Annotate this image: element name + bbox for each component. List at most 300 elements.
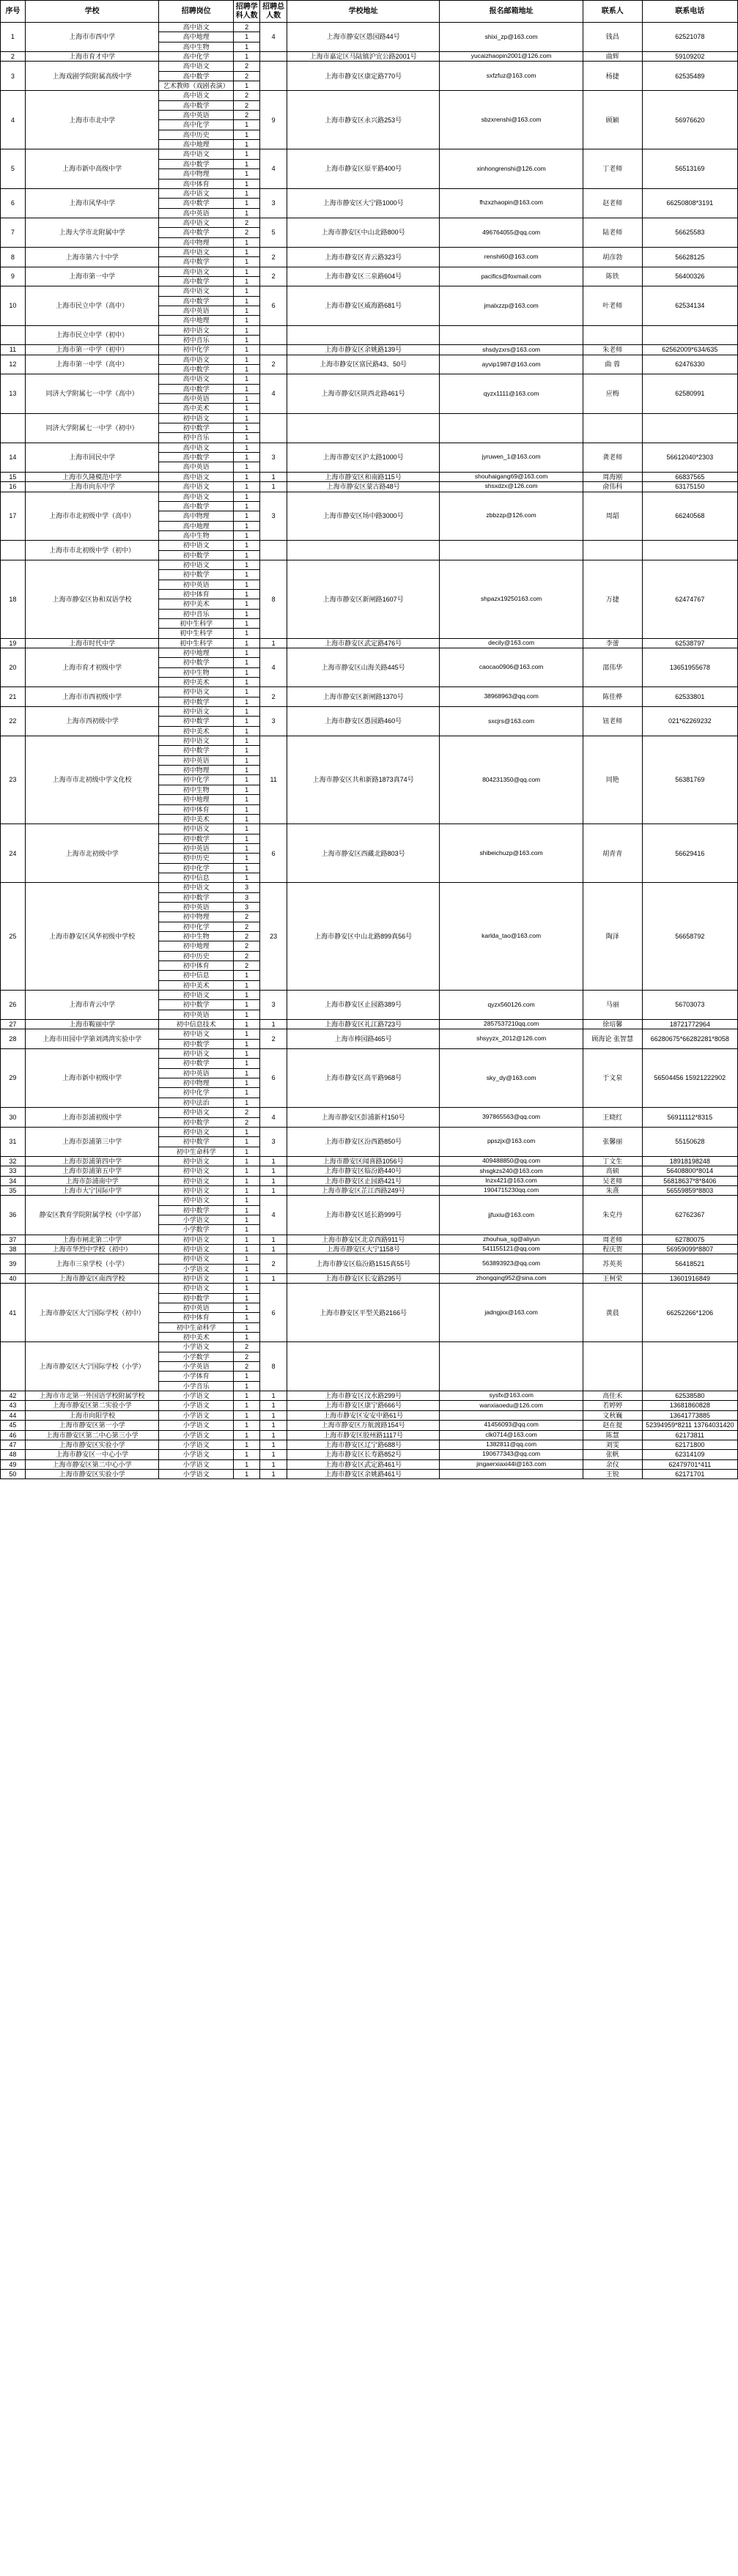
header-subject-count: 招聘学科人数 (233, 1, 259, 23)
header-post: 招聘岗位 (159, 1, 234, 23)
cell-no: 48 (1, 1450, 26, 1459)
cell-school: 上海市时代中学 (25, 638, 158, 648)
cell-phone: 56612040*2303 (642, 443, 737, 472)
cell-subject-count: 1 (233, 492, 259, 501)
cell-no: 23 (1, 736, 26, 824)
cell-phone: 56976620 (642, 91, 737, 149)
cell-post: 初中语文 (159, 413, 234, 423)
cell-contact: 吴老师 (583, 1176, 642, 1185)
cell-post: 高中语文 (159, 443, 234, 452)
table-row (1, 1274, 738, 1284)
cell-post: 高中数学 (159, 100, 234, 110)
cell-subject-count: 1 (233, 834, 259, 843)
cell-contact: 赵在提 (583, 1421, 642, 1430)
cell-email: xinhongrenshi@126.com (440, 149, 583, 188)
cell-post: 初中英语 (159, 843, 234, 853)
cell-subject-count: 1 (233, 804, 259, 814)
cell-school: 上海市第一中学（高中） (25, 355, 158, 374)
cell-email: ppszjx@163.com (440, 1127, 583, 1156)
cell-subject-count: 1 (233, 325, 259, 335)
cell-contact: 赵老师 (583, 188, 642, 218)
cell-email: 1382811@qq.com (440, 1440, 583, 1449)
cell-no: 37 (1, 1235, 26, 1244)
cell-post: 高中语文 (159, 218, 234, 227)
cell-address: 上海市静安区山海关路445号 (287, 648, 439, 687)
cell-post: 初中语文 (159, 325, 234, 335)
cell-post: 初中英语 (159, 580, 234, 589)
cell-no: 13 (1, 374, 26, 413)
cell-email: decily@163.com (440, 638, 583, 648)
cell-post: 初中体育 (159, 1313, 234, 1322)
cell-school: 上海市田园中学第刘鸿湾实验中学 (25, 1029, 158, 1049)
cell-post: 初中音乐 (159, 433, 234, 443)
cell-no: 8 (1, 247, 26, 267)
cell-subject-count: 1 (233, 1333, 259, 1342)
cell-contact: 陈慧 (583, 1430, 642, 1440)
cell-school: 上海市风华中学 (25, 188, 158, 218)
cell-post: 高中语文 (159, 149, 234, 159)
cell-subject-count: 1 (233, 1391, 259, 1401)
cell-subject-count: 1 (233, 1244, 259, 1254)
cell-subject-count: 1 (233, 980, 259, 990)
cell-phone: 62535489 (642, 62, 737, 91)
table-row (1, 1284, 738, 1293)
table-row (1, 1410, 738, 1420)
cell-phone: 66240568 (642, 492, 737, 541)
table-row (1, 1196, 738, 1205)
cell-subject-count: 1 (233, 1185, 259, 1195)
cell-subject-count: 1 (233, 433, 259, 443)
cell-no (1, 325, 26, 345)
cell-subject-count: 1 (233, 863, 259, 873)
cell-contact: 文秋巍 (583, 1410, 642, 1420)
cell-post: 高中英语 (159, 462, 234, 472)
cell-subject-count: 1 (233, 1450, 259, 1459)
cell-phone: 56703073 (642, 991, 737, 1020)
cell-post: 初中化学 (159, 922, 234, 931)
cell-total-count: 1 (260, 1176, 287, 1185)
cell-no: 15 (1, 472, 26, 481)
cell-no: 2 (1, 52, 26, 62)
cell-post: 高中语文 (159, 286, 234, 296)
cell-subject-count: 1 (233, 717, 259, 726)
cell-total-count: 1 (260, 1401, 287, 1410)
cell-subject-count: 1 (233, 1322, 259, 1332)
cell-total-count (260, 541, 287, 560)
cell-contact: 顾颖 (583, 91, 642, 149)
cell-post: 初中语文 (159, 1235, 234, 1244)
cell-post: 初中英语 (159, 902, 234, 911)
cell-school: 上海市静安区实验小学 (25, 1469, 158, 1478)
cell-school: 上海市彭浦初级中学 (25, 1108, 158, 1128)
cell-post: 高中语文 (159, 188, 234, 198)
table-row (1, 1254, 738, 1264)
cell-subject-count: 1 (233, 707, 259, 717)
cell-subject-count: 1 (233, 286, 259, 296)
cell-post: 初中物理 (159, 912, 234, 922)
cell-phone: 62314109 (642, 1450, 737, 1459)
cell-school: 上海市育才初级中学 (25, 648, 158, 687)
table-row (1, 1108, 738, 1117)
cell-contact: 朱老师 (583, 345, 642, 355)
cell-no: 45 (1, 1421, 26, 1430)
cell-total-count: 1 (260, 1430, 287, 1440)
cell-subject-count: 1 (233, 413, 259, 423)
cell-email: jadngjxx@163.com (440, 1284, 583, 1342)
cell-phone: 62762367 (642, 1196, 737, 1235)
cell-post: 初中历史 (159, 854, 234, 863)
cell-school: 上海市静安区一中心小学 (25, 1450, 158, 1459)
cell-subject-count: 1 (233, 1313, 259, 1322)
cell-post: 初中体育 (159, 961, 234, 971)
cell-no: 39 (1, 1254, 26, 1274)
cell-contact: 胡青青 (583, 824, 642, 883)
cell-post: 高中物理 (159, 237, 234, 247)
table-row (1, 482, 738, 492)
cell-address: 上海市静安区万航渡路154号 (287, 1421, 439, 1430)
cell-address: 上海市静安区汶水路299号 (287, 1391, 439, 1401)
cell-total-count: 4 (260, 648, 287, 687)
cell-subject-count: 1 (233, 1029, 259, 1039)
cell-post: 初中数学 (159, 746, 234, 755)
cell-subject-count: 2 (233, 931, 259, 941)
cell-school: 同济大学附属七一中学（高中） (25, 374, 158, 413)
cell-total-count: 1 (260, 1185, 287, 1195)
cell-post: 高中数学 (159, 228, 234, 237)
cell-contact: 钮老师 (583, 707, 642, 736)
cell-subject-count: 1 (233, 247, 259, 256)
cell-no: 26 (1, 991, 26, 1020)
cell-phone: 56559859*8803 (642, 1185, 737, 1195)
cell-email: shixi_zp@163.com (440, 23, 583, 52)
cell-post: 初中物理 (159, 1078, 234, 1088)
cell-subject-count: 1 (233, 1293, 259, 1303)
cell-address: 上海市静安区闻喜路1056号 (287, 1156, 439, 1166)
cell-address: 上海市静安区长寿路852号 (287, 1450, 439, 1459)
cell-subject-count: 1 (233, 306, 259, 315)
cell-post: 初中生命科学 (159, 1147, 234, 1156)
cell-post: 初中数学 (159, 717, 234, 726)
cell-address: 上海市静安区中山北路899真56号 (287, 883, 439, 991)
cell-post: 高中美术 (159, 404, 234, 413)
cell-school: 上海市静安区大宁国际学校（小学） (25, 1342, 158, 1391)
cell-subject-count: 1 (233, 1459, 259, 1469)
cell-phone: 62580991 (642, 374, 737, 413)
cell-post: 高中语文 (159, 23, 234, 32)
cell-subject-count: 2 (233, 1108, 259, 1117)
cell-phone: 56381769 (642, 736, 737, 824)
cell-school: 上海市北初级中学 (25, 824, 158, 883)
cell-post: 小学语文 (159, 1215, 234, 1224)
cell-school: 上海市第六十中学 (25, 247, 158, 267)
cell-phone: 13651955678 (642, 648, 737, 687)
cell-subject-count: 1 (233, 971, 259, 980)
table-row (1, 52, 738, 62)
table-row (1, 1185, 738, 1195)
cell-address: 上海市静安区芷江西路249号 (287, 1185, 439, 1195)
cell-email (440, 1469, 583, 1478)
cell-no: 44 (1, 1410, 26, 1420)
cell-email: 409488850@qq.com (440, 1156, 583, 1166)
cell-post: 小学音乐 (159, 1381, 234, 1391)
cell-no: 21 (1, 687, 26, 707)
cell-post: 初中语文 (159, 560, 234, 569)
cell-total-count: 3 (260, 443, 287, 472)
table-row (1, 91, 738, 100)
cell-address: 上海市静安区武定路461号 (287, 1459, 439, 1469)
cell-subject-count: 2 (233, 218, 259, 227)
cell-total-count: 6 (260, 824, 287, 883)
cell-post: 初中英语 (159, 1010, 234, 1019)
cell-post: 初中语文 (159, 1196, 234, 1205)
cell-total-count: 6 (260, 1284, 287, 1342)
cell-post: 初中数学 (159, 1205, 234, 1215)
cell-total-count: 3 (260, 492, 287, 541)
cell-subject-count: 1 (233, 1020, 259, 1029)
cell-post: 初中语文 (159, 736, 234, 746)
cell-total-count: 1 (260, 1450, 287, 1459)
cell-post: 初中物理 (159, 766, 234, 775)
cell-address: 上海市静安区威海路681号 (287, 286, 439, 325)
cell-email (440, 1342, 583, 1391)
cell-phone: 62171701 (642, 1469, 737, 1478)
cell-address: 上海市静安区愚园路44号 (287, 23, 439, 52)
cell-email (440, 541, 583, 560)
cell-post: 小学语文 (159, 1410, 234, 1420)
cell-phone: 66280675*66282281*8058 (642, 1029, 737, 1049)
cell-subject-count: 1 (233, 32, 259, 42)
cell-post: 高中地理 (159, 521, 234, 530)
cell-post: 初中英语 (159, 755, 234, 765)
cell-total-count: 4 (260, 149, 287, 188)
cell-email: shibeichuzp@163.com (440, 824, 583, 883)
cell-subject-count: 2 (233, 71, 259, 81)
cell-post: 初中数学 (159, 892, 234, 902)
cell-no: 30 (1, 1108, 26, 1128)
cell-address: 上海市静安区大宁路1000号 (287, 188, 439, 218)
cell-email: zhouhua_sg@aliyun (440, 1235, 583, 1244)
table-row (1, 23, 738, 32)
cell-contact: 丁老师 (583, 149, 642, 188)
cell-post: 高中语文 (159, 492, 234, 501)
table-row (1, 1401, 738, 1410)
table-row (1, 707, 738, 717)
cell-no: 5 (1, 149, 26, 188)
cell-school: 上海市民立中学（初中） (25, 325, 158, 345)
cell-school: 同济大学附属七一中学（初中） (25, 413, 158, 443)
cell-contact: 万捷 (583, 560, 642, 638)
cell-phone: 62479701*411 (642, 1459, 737, 1469)
cell-no: 42 (1, 1391, 26, 1401)
table-row (1, 149, 738, 159)
cell-no: 29 (1, 1049, 26, 1108)
cell-total-count: 3 (260, 188, 287, 218)
cell-no: 24 (1, 824, 26, 883)
cell-subject-count: 1 (233, 599, 259, 609)
cell-address: 上海市静安区彭浦新村150号 (287, 1108, 439, 1128)
cell-subject-count: 1 (233, 550, 259, 560)
cell-contact: 徐培馨 (583, 1020, 642, 1029)
cell-subject-count: 1 (233, 374, 259, 384)
cell-contact: 朱熹 (583, 1185, 642, 1195)
cell-subject-count: 1 (233, 1000, 259, 1010)
cell-subject-count: 1 (233, 384, 259, 393)
cell-contact: 陶泽 (583, 883, 642, 991)
cell-subject-count: 1 (233, 267, 259, 276)
cell-subject-count: 1 (233, 648, 259, 658)
table-row (1, 541, 738, 550)
table-row (1, 1469, 738, 1478)
cell-email (440, 1410, 583, 1420)
cell-email: 41456093@qq.com (440, 1421, 583, 1430)
cell-address: 上海市静安区安安中路61号 (287, 1410, 439, 1420)
cell-address: 上海市嘉定区马陆镇沪宜公路2001号 (287, 52, 439, 62)
cell-phone: 18918198248 (642, 1156, 737, 1166)
cell-address: 上海市静安区西藏北路803号 (287, 824, 439, 883)
cell-post: 初中生科学 (159, 629, 234, 638)
cell-subject-count: 1 (233, 511, 259, 521)
cell-subject-count: 1 (233, 482, 259, 492)
table-row (1, 1459, 738, 1469)
cell-phone: 62562009*634/635 (642, 345, 737, 355)
cell-post: 小学体育 (159, 1372, 234, 1381)
cell-subject-count: 1 (233, 824, 259, 834)
cell-total-count: 6 (260, 286, 287, 325)
cell-post: 初中体育 (159, 589, 234, 599)
cell-no: 34 (1, 1176, 26, 1185)
cell-address: 上海市静安区临汾路1515真55号 (287, 1254, 439, 1274)
cell-post: 初中生科学 (159, 618, 234, 628)
table-row (1, 1440, 738, 1449)
cell-total-count: 1 (260, 1020, 287, 1029)
cell-phone: 62476330 (642, 355, 737, 374)
cell-post: 小学语文 (159, 1459, 234, 1469)
cell-subject-count: 1 (233, 472, 259, 481)
table-row (1, 492, 738, 501)
cell-contact: 叶老师 (583, 286, 642, 325)
cell-no: 7 (1, 218, 26, 247)
header-address: 学校地址 (287, 1, 439, 23)
table-row (1, 687, 738, 697)
cell-subject-count: 1 (233, 199, 259, 208)
cell-post: 初中信息技术 (159, 1020, 234, 1029)
cell-no (1, 541, 26, 560)
cell-subject-count: 1 (233, 1381, 259, 1391)
cell-total-count: 1 (260, 1274, 287, 1284)
cell-no: 4 (1, 91, 26, 149)
table-row (1, 1020, 738, 1029)
cell-post: 初中化学 (159, 775, 234, 785)
cell-total-count: 1 (260, 1469, 287, 1478)
cell-school: 上海市静安区协和双语学校 (25, 560, 158, 638)
cell-school: 上海市市西中学 (25, 23, 158, 52)
cell-subject-count: 1 (233, 1196, 259, 1205)
cell-contact: 顾海论 张智慧 (583, 1029, 642, 1049)
cell-contact: 周海刚 (583, 472, 642, 481)
cell-total-count (260, 413, 287, 443)
cell-school: 上海市静安区第二实验小学 (25, 1401, 158, 1410)
cell-subject-count: 1 (233, 580, 259, 589)
cell-subject-count: 1 (233, 658, 259, 667)
cell-address: 上海市静安区止园路389号 (287, 991, 439, 1020)
table-row (1, 736, 738, 746)
cell-contact: 龚老师 (583, 443, 642, 472)
cell-subject-count: 1 (233, 1264, 259, 1273)
cell-subject-count: 1 (233, 42, 259, 51)
cell-phone: 62538580 (642, 1391, 737, 1401)
cell-subject-count: 1 (233, 1372, 259, 1381)
cell-post: 高中数学 (159, 276, 234, 286)
cell-address: 上海市静安区临汾路440号 (287, 1166, 439, 1176)
cell-subject-count: 1 (233, 736, 259, 746)
cell-email: jyruwen_1@163.com (440, 443, 583, 472)
cell-subject-count: 2 (233, 62, 259, 71)
cell-no: 14 (1, 443, 26, 472)
cell-post: 小学语文 (159, 1391, 234, 1401)
cell-no: 41 (1, 1284, 26, 1342)
cell-post: 小学语文 (159, 1450, 234, 1459)
cell-post: 初中语文 (159, 824, 234, 834)
cell-post: 初中数学 (159, 1059, 234, 1068)
cell-post: 初中语文 (159, 541, 234, 550)
cell-address: 上海市静安区永兴路253号 (287, 91, 439, 149)
cell-no: 35 (1, 1185, 26, 1195)
cell-post: 初中语文 (159, 1274, 234, 1284)
cell-subject-count: 1 (233, 1469, 259, 1478)
cell-post: 初中美术 (159, 1333, 234, 1342)
cell-school: 上海市市北第一外国语学校附属学校 (25, 1391, 158, 1401)
cell-phone: 55150628 (642, 1127, 737, 1156)
cell-total-count (260, 52, 287, 62)
cell-email: shouhaigang69@163.com (440, 472, 583, 481)
cell-phone: 13681860828 (642, 1401, 737, 1410)
cell-phone: 62780075 (642, 1235, 737, 1244)
cell-address: 上海市棒园路465号 (287, 1029, 439, 1049)
cell-total-count: 1 (260, 638, 287, 648)
cell-post: 初中历史 (159, 951, 234, 961)
cell-post: 小学语文 (159, 1401, 234, 1410)
cell-address: 上海市静安区和南路115号 (287, 472, 439, 481)
cell-post: 初中语文 (159, 1176, 234, 1185)
cell-post: 初中语文 (159, 1284, 234, 1293)
cell-no: 9 (1, 267, 26, 286)
cell-subject-count: 1 (233, 52, 259, 62)
cell-subject-count: 1 (233, 1401, 259, 1410)
cell-subject-count: 1 (233, 1156, 259, 1166)
cell-total-count: 1 (260, 472, 287, 481)
cell-contact: 陈铁 (583, 267, 642, 286)
cell-post: 高中语文 (159, 267, 234, 276)
cell-email: sxfzfuz@163.com (440, 62, 583, 91)
cell-subject-count: 1 (233, 1078, 259, 1088)
cell-subject-count: 1 (233, 130, 259, 139)
cell-address: 上海市静安区沪太路1000号 (287, 443, 439, 472)
cell-subject-count: 1 (233, 1215, 259, 1224)
cell-school: 上海市静安区第二中心第三小学 (25, 1430, 158, 1440)
cell-total-count: 23 (260, 883, 287, 991)
cell-school: 上海市闸北第二中学 (25, 1235, 158, 1244)
cell-address: 上海市静安区汾西路850号 (287, 1127, 439, 1156)
cell-email: 397865563@qq.com (440, 1108, 583, 1128)
cell-no: 28 (1, 1029, 26, 1049)
cell-no: 18 (1, 560, 26, 638)
cell-contact: 曲辉 (583, 52, 642, 62)
cell-phone: 66250808*3191 (642, 188, 737, 218)
table-row (1, 1342, 738, 1352)
cell-email: pacifics@foxmail.com (440, 267, 583, 286)
cell-contact: 邵伟华 (583, 648, 642, 687)
table-row (1, 824, 738, 834)
